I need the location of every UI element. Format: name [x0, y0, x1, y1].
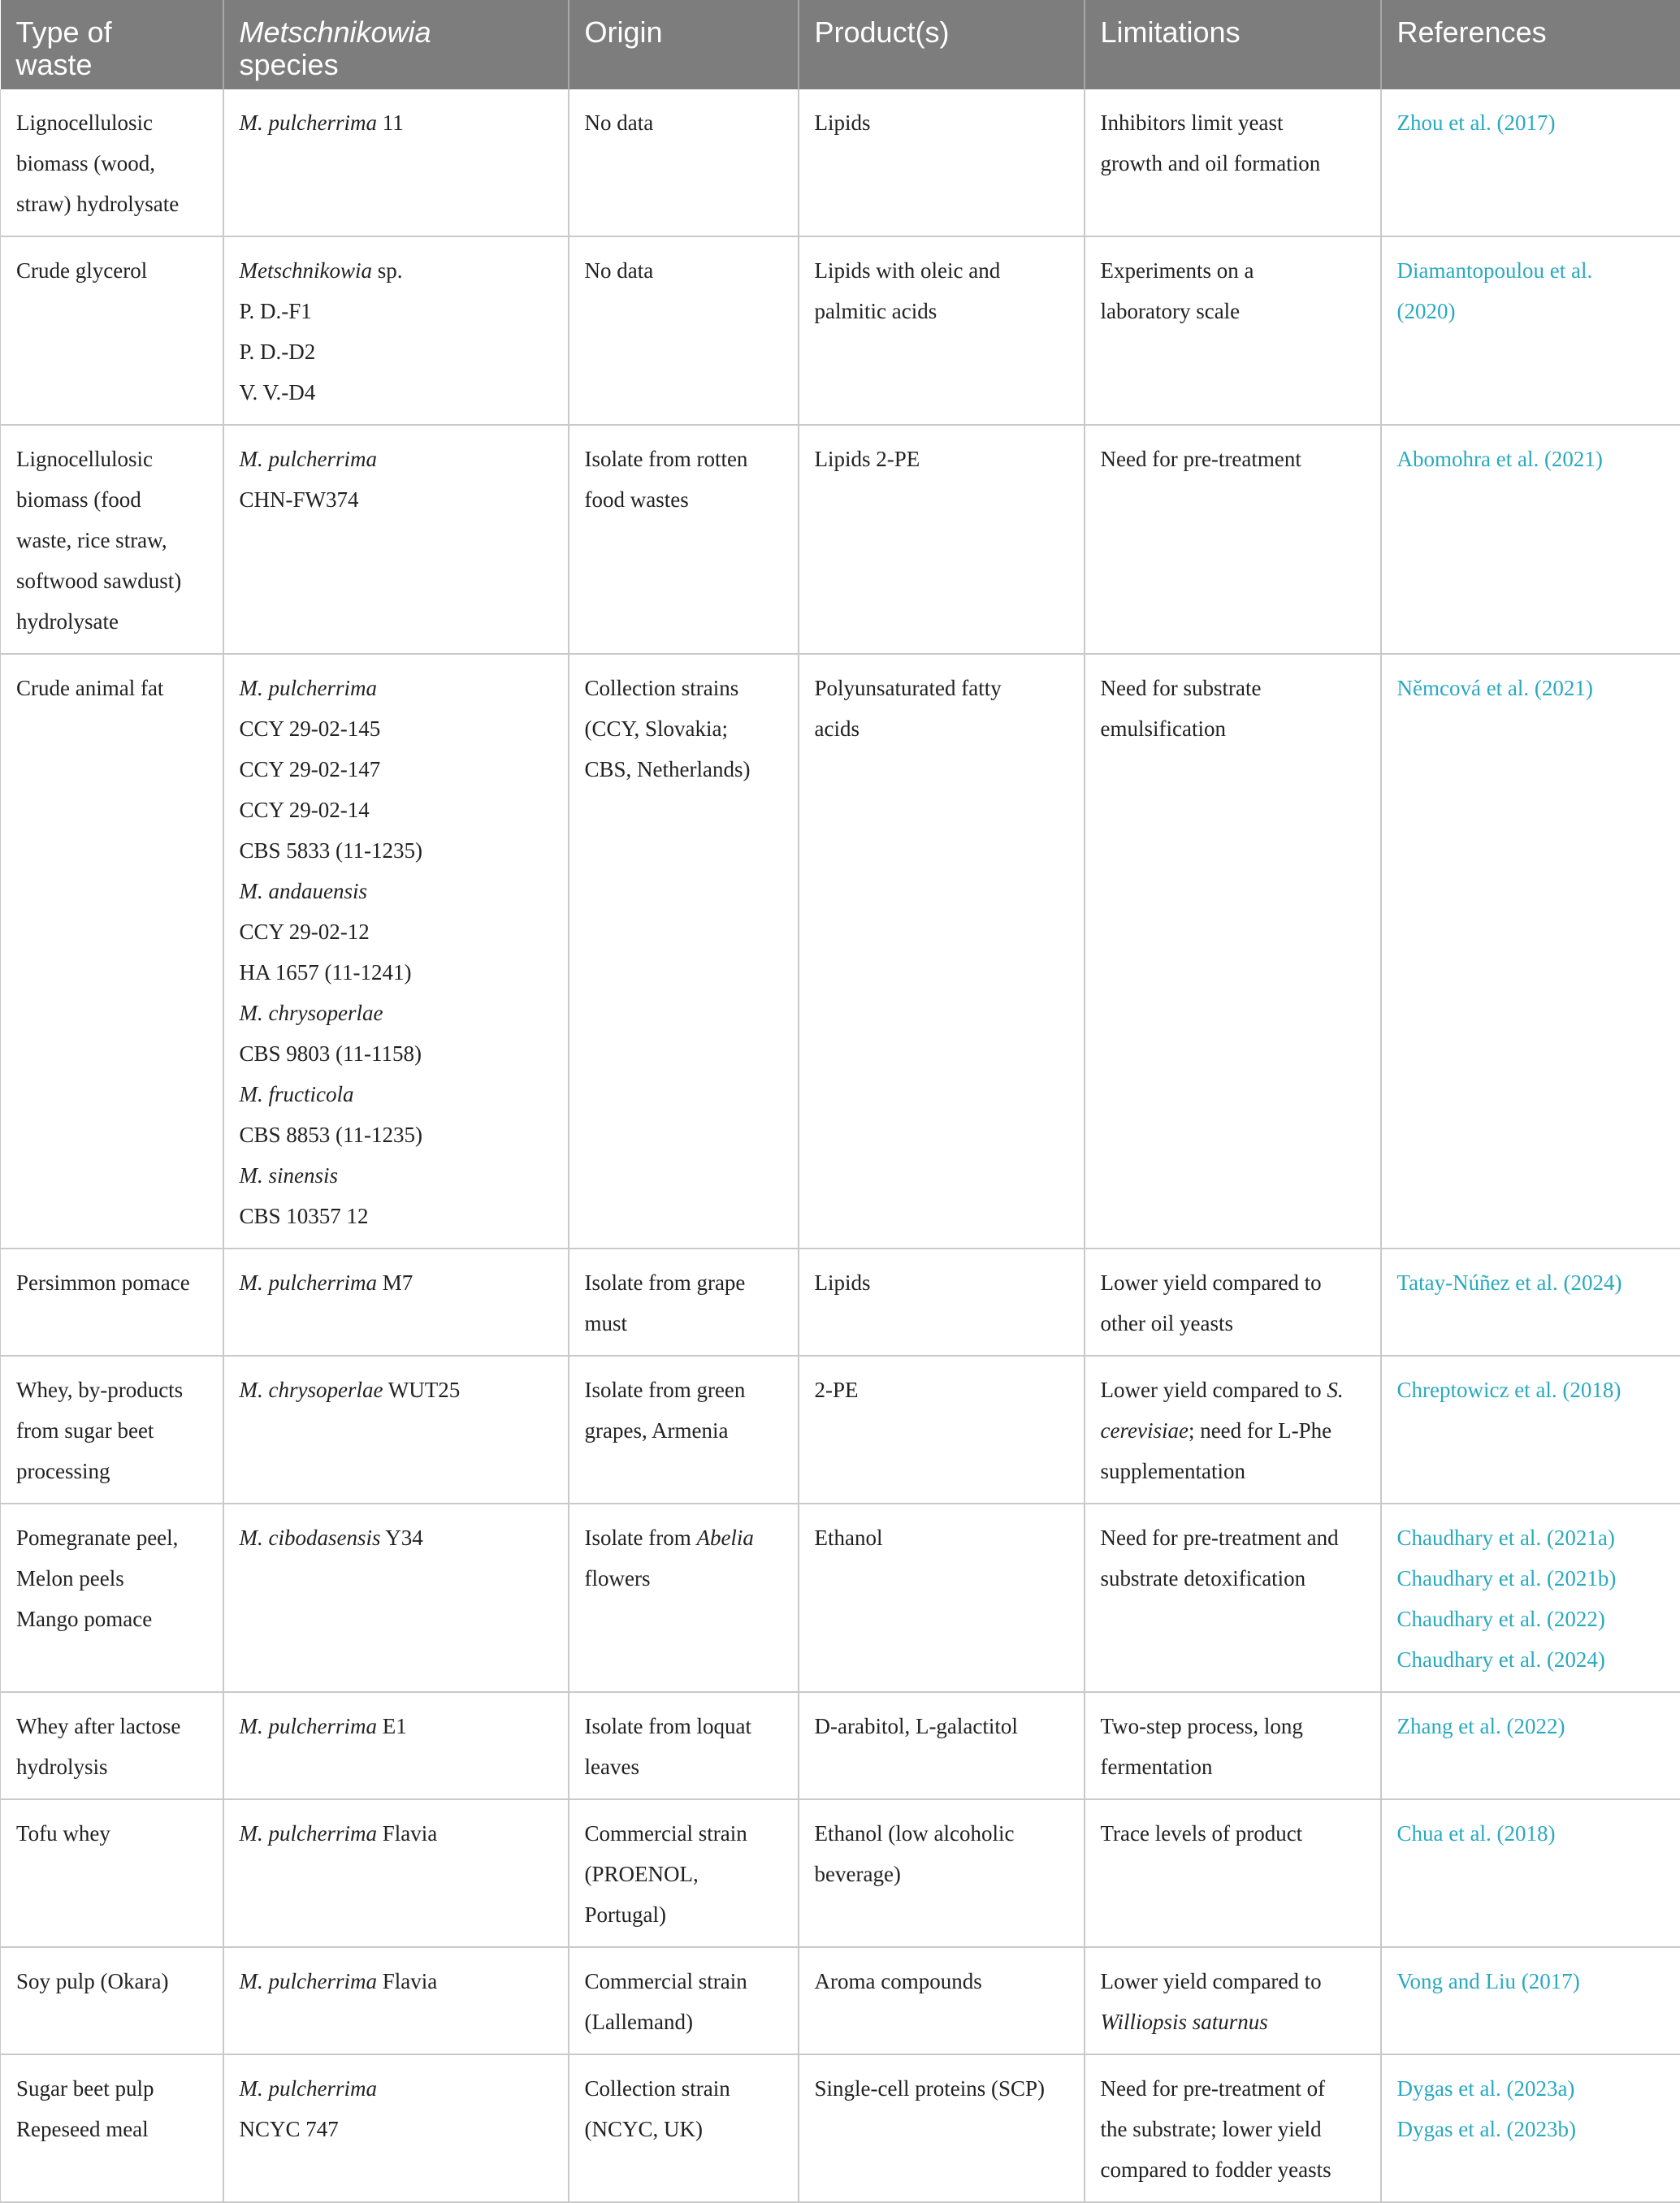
species-name: M. pulcherrima: [240, 1714, 377, 1738]
species-line: [240, 911, 553, 952]
origin-line: CBS, Netherlands): [585, 749, 783, 790]
cell-origin: [569, 654, 799, 1249]
header-line: Metschnikowia: [240, 16, 553, 49]
species-line: [240, 1706, 553, 1746]
strain-id: P. D.-F1: [240, 299, 312, 323]
origin-line-segment: Abelia: [696, 1526, 753, 1550]
species-line: [240, 102, 553, 143]
species-name: M. fructicola: [240, 1082, 354, 1106]
origin-line: Isolate from grape: [585, 1262, 783, 1303]
limitations-line: [1101, 1961, 1366, 2002]
header-row: [1, 0, 1680, 89]
origin-line: leaves: [585, 1746, 783, 1787]
cell-species: [223, 425, 569, 654]
cell-type-of-waste: [1, 1692, 223, 1799]
strain-id: Flavia: [377, 1821, 437, 1846]
header-limitations: Limitations: [1085, 0, 1381, 89]
limitations-line: compared to fodder yeasts: [1101, 2149, 1366, 2190]
limitations-line: growth and oil formation: [1101, 143, 1366, 184]
table-row: [1, 236, 1680, 425]
table-row: [1, 1249, 1680, 1356]
products-line: 2-PE: [815, 1370, 1069, 1410]
products-line: Lipids: [815, 102, 1069, 143]
cell-origin: [569, 89, 799, 236]
cell-origin: [569, 1799, 799, 1947]
species-line: [240, 1262, 553, 1303]
header-line: waste: [16, 49, 208, 81]
limitations-line: emulsification: [1101, 708, 1366, 749]
species-name: M. pulcherrima: [240, 1270, 377, 1295]
species-name: M. andauensis: [240, 879, 368, 903]
cell-products: [799, 2054, 1085, 2202]
cell-species: [223, 236, 569, 425]
type-line: Whey after lactose: [16, 1706, 208, 1746]
limitations-line: laboratory scale: [1101, 291, 1366, 331]
limitations-line: Two-step process, long: [1101, 1706, 1366, 1746]
cell-references: [1381, 1692, 1680, 1799]
type-line: processing: [16, 1451, 208, 1491]
species-line: [240, 372, 553, 413]
origin-line: Collection strain: [585, 2068, 783, 2109]
products-line: palmitic acids: [815, 291, 1069, 331]
type-line: hydrolysis: [16, 1746, 208, 1787]
strain-id: V. V.-D4: [240, 380, 316, 405]
products-line: Ethanol: [815, 1517, 1069, 1558]
species-name: M. chrysoperlae: [240, 1378, 383, 1402]
cell-references: [1381, 236, 1680, 425]
header-type-of-waste: [1, 0, 223, 89]
table-row: [1, 654, 1680, 1249]
cell-limitations: [1085, 425, 1381, 654]
species-name: M. pulcherrima: [240, 110, 377, 135]
limitations-line: substrate detoxification: [1101, 1558, 1366, 1599]
origin-line-segment: flowers: [585, 1566, 651, 1591]
cell-origin: [569, 1249, 799, 1356]
origin-line: (NCYC, UK): [585, 2109, 783, 2149]
species-line: [240, 2109, 553, 2149]
species-line: [240, 331, 553, 372]
species-line: [240, 2068, 553, 2109]
species-name: M. chrysoperlae: [240, 1001, 383, 1025]
cell-references: [1381, 1249, 1680, 1356]
reference-link[interactable]: Chaudhary et al. (2021a): [1397, 1517, 1666, 1558]
type-line: biomass (food: [16, 479, 208, 520]
reference-link[interactable]: Chaudhary et al. (2021b): [1397, 1558, 1666, 1599]
cell-type-of-waste: [1, 1799, 223, 1947]
limitations-line-segment: cerevisiae: [1101, 1418, 1189, 1443]
cell-references: [1381, 1504, 1680, 1692]
cell-type-of-waste: [1, 1504, 223, 1692]
products-line: beverage): [815, 1854, 1069, 1894]
table-header: [1, 0, 1680, 89]
type-line: straw) hydrolysate: [16, 184, 208, 224]
type-line: Persimmon pomace: [16, 1262, 208, 1303]
cell-species: [223, 1799, 569, 1947]
species-line: [240, 1370, 553, 1410]
cell-products: [799, 89, 1085, 236]
origin-line: Commercial strain: [585, 1961, 783, 2002]
reference-link[interactable]: Vong and Liu (2017): [1397, 1961, 1666, 2002]
cell-type-of-waste: [1, 1356, 223, 1504]
limitations-line: Need for pre-treatment and: [1101, 1517, 1366, 1558]
species-line: [240, 790, 553, 830]
cell-limitations: [1085, 654, 1381, 1249]
type-line: Crude animal fat: [16, 668, 208, 708]
cell-type-of-waste: [1, 425, 223, 654]
type-line: Whey, by-products: [16, 1370, 208, 1410]
cell-limitations: [1085, 1504, 1381, 1692]
table-row: [1, 2054, 1680, 2202]
cell-origin: [569, 1504, 799, 1692]
limitations-line: Need for pre-treatment of: [1101, 2068, 1366, 2109]
type-line: Sugar beet pulp: [16, 2068, 208, 2109]
type-line: Tofu whey: [16, 1813, 208, 1854]
species-line: [240, 1155, 553, 1196]
limitations-line: [1101, 2002, 1366, 2042]
limitations-line-segment: Lower yield compared to: [1101, 1969, 1322, 1993]
strain-id: CCY 29-02-147: [240, 757, 381, 781]
type-line: Crude glycerol: [16, 250, 208, 291]
reference-link[interactable]: (2020): [1397, 291, 1666, 331]
limitations-line: Need for pre-treatment: [1101, 439, 1366, 479]
strain-id: CCY 29-02-14: [240, 798, 370, 822]
table-row: [1, 425, 1680, 654]
cell-limitations: [1085, 1692, 1381, 1799]
strain-id: 11: [377, 110, 404, 135]
origin-line: Isolate from green: [585, 1370, 783, 1410]
cell-references: [1381, 654, 1680, 1249]
limitations-line-segment: Lower yield compared to: [1101, 1378, 1327, 1402]
cell-limitations: [1085, 89, 1381, 236]
cell-references: [1381, 89, 1680, 236]
cell-references: [1381, 425, 1680, 654]
type-line: softwood sawdust): [16, 560, 208, 601]
type-line: waste, rice straw,: [16, 520, 208, 560]
cell-references: [1381, 1799, 1680, 1947]
header-line: species: [240, 49, 553, 81]
cell-type-of-waste: [1, 654, 223, 1249]
table-row: [1, 1692, 1680, 1799]
products-line: acids: [815, 708, 1069, 749]
species-name: M. pulcherrima: [240, 676, 377, 700]
origin-line: (Lallemand): [585, 2002, 783, 2042]
cell-species: [223, 1692, 569, 1799]
origin-line: food wastes: [585, 479, 783, 520]
species-line: [240, 993, 553, 1033]
species-name: M. pulcherrima: [240, 2076, 377, 2101]
limitations-line: Trace levels of product: [1101, 1813, 1366, 1854]
cell-origin: [569, 1356, 799, 1504]
limitations-line-segment: supplementation: [1101, 1459, 1245, 1483]
origin-line: [585, 1558, 783, 1599]
table-row: [1, 1504, 1680, 1692]
strain-id: CBS 9803 (11-1158): [240, 1041, 422, 1066]
cell-limitations: [1085, 2054, 1381, 2202]
origin-line: Isolate from rotten: [585, 439, 783, 479]
species-line: [240, 749, 553, 790]
type-line: Melon peels: [16, 1558, 208, 1599]
cell-species: [223, 89, 569, 236]
cell-products: [799, 1504, 1085, 1692]
type-line: biomass (wood,: [16, 143, 208, 184]
cell-type-of-waste: [1, 1249, 223, 1356]
cell-species: [223, 654, 569, 1249]
cell-type-of-waste: [1, 236, 223, 425]
limitations-line-segment: Williopsis saturnus: [1101, 2010, 1268, 2034]
species-line: [240, 291, 553, 331]
limitations-line: the substrate; lower yield: [1101, 2109, 1366, 2149]
origin-line: must: [585, 1303, 783, 1344]
species-line: [240, 1114, 553, 1155]
header-products: Product(s): [799, 0, 1085, 89]
species-line: [240, 708, 553, 749]
species-name: M. sinensis: [240, 1163, 339, 1188]
reference-link[interactable]: Zhou et al. (2017): [1397, 102, 1666, 143]
type-line: Lignocellulosic: [16, 102, 208, 143]
header-species: [223, 0, 569, 89]
species-name: M. pulcherrima: [240, 447, 377, 471]
products-line: Single-cell proteins (SCP): [815, 2068, 1069, 2109]
species-line: [240, 250, 553, 291]
strain-id: P. D.-D2: [240, 340, 316, 364]
products-line: Ethanol (low alcoholic: [815, 1813, 1069, 1854]
species-line: [240, 1074, 553, 1114]
origin-line-segment: Isolate from: [585, 1526, 697, 1550]
table-row: [1, 1947, 1680, 2054]
species-line: [240, 1033, 553, 1074]
species-name: M. cibodasensis: [240, 1526, 381, 1550]
strain-id: WUT25: [383, 1378, 460, 1402]
cell-species: [223, 1249, 569, 1356]
cell-references: [1381, 1356, 1680, 1504]
reference-link[interactable]: Chua et al. (2018): [1397, 1813, 1666, 1854]
strain-id: E1: [377, 1714, 407, 1738]
cell-products: [799, 1249, 1085, 1356]
species-line: [240, 668, 553, 708]
strain-id: CBS 8853 (11-1235): [240, 1123, 423, 1147]
limitations-line: other oil yeasts: [1101, 1303, 1366, 1344]
species-line: [240, 439, 553, 479]
species-line: [240, 1961, 553, 2002]
reference-link[interactable]: Chaudhary et al. (2022): [1397, 1599, 1666, 1639]
strain-id: HA 1657 (11-1241): [240, 960, 412, 985]
limitations-line: [1101, 1410, 1366, 1451]
limitations-line: [1101, 1370, 1366, 1410]
limitations-line: Inhibitors limit yeast: [1101, 102, 1366, 143]
species-line: [240, 479, 553, 520]
cell-type-of-waste: [1, 1947, 223, 2054]
strain-id: M7: [377, 1270, 413, 1295]
origin-line: Portugal): [585, 1894, 783, 1935]
limitations-line: [1101, 1451, 1366, 1491]
products-line: D-arabitol, L-galactitol: [815, 1706, 1069, 1746]
type-line: Repeseed meal: [16, 2109, 208, 2149]
header-references: References: [1381, 0, 1680, 89]
strain-id: CCY 29-02-12: [240, 920, 370, 944]
cell-species: [223, 1504, 569, 1692]
cell-origin: [569, 236, 799, 425]
reference-link[interactable]: Abomohra et al. (2021): [1397, 439, 1666, 479]
species-name: M. pulcherrima: [240, 1969, 377, 1993]
cell-products: [799, 1799, 1085, 1947]
header-origin: Origin: [569, 0, 799, 89]
limitations-line: Experiments on a: [1101, 250, 1366, 291]
origin-line: (PROENOL,: [585, 1854, 783, 1894]
cell-products: [799, 654, 1085, 1249]
cell-species: [223, 1947, 569, 2054]
cell-products: [799, 236, 1085, 425]
cell-products: [799, 1947, 1085, 2054]
reference-link[interactable]: Chreptowicz et al. (2018): [1397, 1370, 1666, 1410]
cell-limitations: [1085, 1249, 1381, 1356]
cell-products: [799, 1356, 1085, 1504]
products-line: Lipids with oleic and: [815, 250, 1069, 291]
strain-id: NCYC 747: [240, 2117, 339, 2141]
limitations-line-segment: S.: [1327, 1378, 1343, 1402]
limitations-line-segment: ; need for L-Phe: [1189, 1418, 1331, 1443]
cell-origin: [569, 2054, 799, 2202]
origin-line: Isolate from loquat: [585, 1706, 783, 1746]
limitations-line: Need for substrate: [1101, 668, 1366, 708]
cell-products: [799, 425, 1085, 654]
table-row: [1, 1799, 1680, 1947]
cell-origin: [569, 1692, 799, 1799]
type-line: Lignocellulosic: [16, 439, 208, 479]
table-body: [1, 89, 1680, 2202]
reference-link[interactable]: Zhang et al. (2022): [1397, 1706, 1666, 1746]
reference-link[interactable]: Diamantopoulou et al.: [1397, 250, 1666, 291]
species-line: [240, 830, 553, 871]
cell-limitations: [1085, 1799, 1381, 1947]
origin-line: (CCY, Slovakia;: [585, 708, 783, 749]
table-row: [1, 1356, 1680, 1504]
species-line: [240, 1196, 553, 1236]
strain-id: Y34: [380, 1526, 422, 1550]
cell-species: [223, 1356, 569, 1504]
products-line: Polyunsaturated fatty: [815, 668, 1069, 708]
type-line: Mango pomace: [16, 1599, 208, 1639]
origin-line: [585, 1517, 783, 1558]
reference-link[interactable]: Němcová et al. (2021): [1397, 668, 1666, 708]
cell-origin: [569, 1947, 799, 2054]
cell-limitations: [1085, 1356, 1381, 1504]
origin-line: No data: [585, 250, 783, 291]
cell-species: [223, 2054, 569, 2202]
reference-link[interactable]: Dygas et al. (2023a): [1397, 2068, 1666, 2109]
cell-type-of-waste: [1, 2054, 223, 2202]
type-line: Pomegranate peel,: [16, 1517, 208, 1558]
strain-id: CHN-FW374: [240, 487, 359, 512]
cell-type-of-waste: [1, 89, 223, 236]
strain-id: CBS 5833 (11-1235): [240, 838, 423, 863]
products-line: Lipids 2-PE: [815, 439, 1069, 479]
cell-limitations: [1085, 1947, 1381, 2054]
limitations-line: Lower yield compared to: [1101, 1262, 1366, 1303]
products-line: Aroma compounds: [815, 1961, 1069, 2002]
origin-line: Commercial strain: [585, 1813, 783, 1854]
species-name: Metschnikowia: [240, 258, 372, 283]
origin-line: grapes, Armenia: [585, 1410, 783, 1451]
strain-id: sp.: [372, 258, 403, 283]
cell-products: [799, 1692, 1085, 1799]
species-line: [240, 871, 553, 911]
limitations-line: fermentation: [1101, 1746, 1366, 1787]
type-line: Soy pulp (Okara): [16, 1961, 208, 2002]
strain-id: CBS 10357 12: [240, 1204, 369, 1228]
reference-link[interactable]: Tatay-Núñez et al. (2024): [1397, 1262, 1666, 1303]
reference-link[interactable]: Chaudhary et al. (2024): [1397, 1639, 1666, 1680]
strain-id: Flavia: [377, 1969, 437, 1993]
products-line: Lipids: [815, 1262, 1069, 1303]
reference-link[interactable]: Dygas et al. (2023b): [1397, 2109, 1666, 2149]
type-line: from sugar beet: [16, 1410, 208, 1451]
cell-origin: [569, 425, 799, 654]
origin-line: No data: [585, 102, 783, 143]
cell-references: [1381, 2054, 1680, 2202]
species-line: [240, 1813, 553, 1854]
cell-limitations: [1085, 236, 1381, 425]
header-line: Type of: [16, 16, 208, 49]
species-line: [240, 1517, 553, 1558]
origin-line: Collection strains: [585, 668, 783, 708]
species-name: M. pulcherrima: [240, 1821, 377, 1846]
strain-id: CCY 29-02-145: [240, 716, 381, 741]
species-line: [240, 952, 553, 993]
table-row: [1, 89, 1680, 236]
cell-references: [1381, 1947, 1680, 2054]
type-line: hydrolysate: [16, 601, 208, 642]
